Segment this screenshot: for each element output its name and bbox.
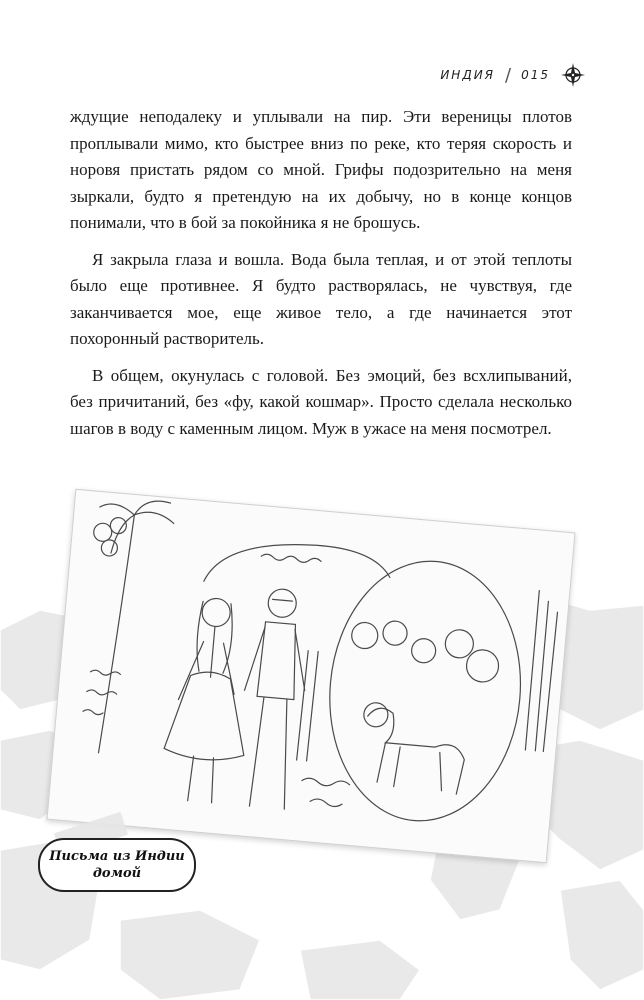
caption-line-2: домой <box>92 866 142 881</box>
postcard-sketch-image <box>46 489 575 863</box>
body-text <box>70 104 572 452</box>
paragraph: Я закрыла глаза и вошла. Вода была теплая, и от этой теплоты было еще противнее. Я будто растворялась, не чувствуя, где заканчивается мое, еще живое тело, а где начинается этот похоронный растворитель. <box>70 249 572 348</box>
caption-line-1: Письма из Индии <box>49 849 185 864</box>
header-separator: / <box>505 64 512 86</box>
paragraph: ждущие неподалеку и уплывали на пир. Эти вереницы плотов проплывали мимо, кто быстрее вниз по реке, кто теряя скорость и норовя пристать рядом со мной. Грифы подозрительно на меня зыркали, будто я претендую на их добычу, но в конце концов понимали, что в бой за покойника я не брошусь. <box>70 107 572 232</box>
running-header <box>440 62 586 88</box>
compass-rose-icon <box>560 62 586 88</box>
page-number: 015 <box>521 68 550 82</box>
paragraph: В общем, окунулась с головой. Без эмоций, без всхлипываний, без причитаний, без «фу, какой кошмар». Просто сделала несколько шагов в воду с каменным лицом. Муж в ужасе на меня посмотрел. <box>70 365 572 438</box>
section-title: ИНДИЯ <box>440 68 496 82</box>
caption-badge <box>38 838 196 892</box>
pencil-drawing <box>48 490 575 862</box>
